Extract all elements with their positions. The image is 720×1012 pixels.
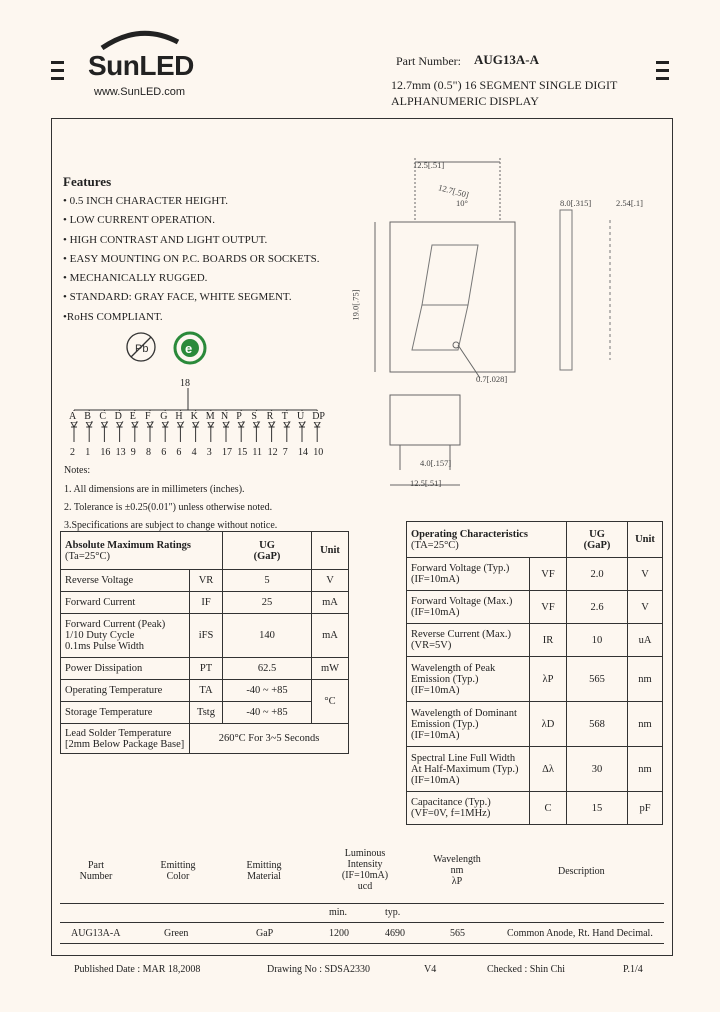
pin-label: 4 — [191, 447, 197, 458]
segment-label: C — [99, 411, 107, 422]
note-item: 1. All dimensions are in millimeters (inches). — [64, 484, 245, 495]
notes-title: Notes: — [64, 465, 91, 476]
segment-label: B — [84, 411, 91, 422]
note-item: 2. Tolerance is ±0.25(0.01") unless otherwise noted. — [64, 502, 273, 513]
table-row: Wavelength of Dominant Emission (Typ.) (IF=10mA) λD 568 nm — [407, 702, 663, 747]
sel-wl: 565 — [450, 928, 465, 939]
table-row: Forward Voltage (Typ.) (IF=10mA) VF 2.0 V — [407, 558, 663, 591]
segment-label: F — [145, 411, 151, 422]
table-row: Power Dissipation PT 62.5 mW — [61, 658, 349, 680]
dim-dp-dia: 0.7[.028] — [476, 374, 508, 384]
table-row: Operating Temperature TA -40 ~ +85 °C — [61, 680, 349, 702]
divider — [60, 943, 664, 944]
segment-label: P — [236, 411, 242, 422]
op-char-table: Operating Characteristics (TA=25°C) UG (GaP) Unit Forward Voltage (Typ.) (IF=10mA) VF 2.0 V Forward Voltage (Max.) (IF=10mA) VF 2.6 V Reverse Current (Max.) (VR=5V) IR 10 uA Wavelength of Peak Emission (Typ.) (IF=10mA) λP 565 nm Wavelength of Dominant Emission (Typ.) (IF=10mA) λD 568 nm Spectral Line Full Width At Half-Maximum (Typ.) (IF=10mA) Δλ 30 nm Capacitance (Typ.) (VF=0V, f=1MHz) C 15 pF — [406, 521, 663, 825]
footer-drawing: Drawing No : SDSA2330 — [267, 964, 371, 975]
sel-typ: 4690 — [385, 928, 405, 939]
description-line1: 12.7mm (0.5") 16 SEGMENT SINGLE DIGIT — [391, 78, 618, 92]
pin-label: 7 — [282, 447, 288, 458]
segment-label: E — [129, 411, 136, 422]
features-title: Features — [63, 174, 112, 189]
pin-label: 3 — [206, 447, 212, 458]
pin-label: 17 — [222, 447, 232, 458]
sel-min-label: min. — [329, 907, 348, 918]
footer-page: P.1/4 — [623, 964, 643, 975]
dim-height-total: 19.0[.75] — [350, 289, 361, 321]
segment-label: N — [221, 411, 229, 422]
table-row: Spectral Line Full Width At Half-Maximum (Typ.) (IF=10mA) Δλ 30 nm — [407, 747, 663, 792]
table-row: Forward Current (Peak) 1/10 Duty Cycle 0.1ms Pulse Width iFS 140 mA — [61, 614, 349, 658]
pin-label: 13 — [115, 447, 126, 458]
segment-label: DP — [312, 411, 325, 422]
divider — [60, 922, 664, 923]
pin-label: 12 — [267, 447, 278, 458]
sel-head-color: Emitting Color — [160, 860, 196, 882]
segment-label: S — [251, 411, 257, 422]
pin-label: 8 — [146, 447, 151, 458]
sel-color: Green — [164, 928, 189, 939]
dim-top-width: 12.5[.51] — [413, 160, 445, 170]
sel-material: GaP — [256, 928, 274, 939]
part-number-label: Part Number: — [396, 54, 461, 68]
feature-item: • 0.5 INCH CHARACTER HEIGHT. — [63, 195, 228, 207]
feature-item: • STANDARD: GRAY FACE, WHITE SEGMENT. — [63, 291, 292, 304]
feature-item: •RoHS COMPLIANT. — [63, 310, 163, 323]
pin-label: 6 — [176, 447, 182, 458]
segment-label: T — [281, 411, 288, 422]
corner-mark-left — [51, 61, 64, 85]
segment-label: G — [160, 411, 168, 422]
note-item: 3.Specifications are subject to change without notice. — [64, 520, 278, 531]
feature-item: • LOW CURRENT OPERATION. — [63, 214, 215, 227]
sel-typ-label: typ. — [385, 907, 401, 918]
segment-label: M — [205, 411, 215, 422]
pin-label: 9 — [130, 447, 136, 458]
table-row: Reverse Current (Max.) (VR=5V) IR 10 uA — [407, 624, 663, 657]
dim-pin-pitch: 2.54[.1] — [616, 198, 643, 208]
sel-min: 1200 — [329, 928, 349, 939]
footer-published: Published Date : MAR 18,2008 — [74, 964, 201, 975]
common-pin-label: 18 — [180, 378, 190, 389]
pin-label: 2 — [70, 447, 75, 458]
pin-label: 14 — [298, 447, 308, 458]
pin-label: 15 — [237, 447, 248, 458]
sel-head-wavelength: Wavelength nm λP — [433, 854, 481, 887]
rohs-e-icon — [172, 330, 208, 366]
table-row: Storage Temperature Tstg -40 ~ +85 — [61, 702, 349, 724]
pin-label: 10 — [313, 447, 324, 458]
svg-text:Pb: Pb — [135, 343, 149, 355]
pb-free-icon — [124, 330, 158, 364]
table-row: Forward Voltage (Max.) (IF=10mA) VF 2.6 V — [407, 591, 663, 624]
features-list — [63, 195, 319, 330]
segment-label: R — [266, 411, 274, 422]
segment-label: U — [297, 411, 305, 422]
segment-label: D — [114, 411, 122, 422]
sel-desc: Common Anode, Rt. Hand Decimal. — [507, 928, 653, 939]
table-row: Forward Current IF 25 mA — [61, 592, 349, 614]
pin-label: 16 — [100, 447, 111, 458]
footer-version: V4 — [424, 964, 437, 975]
abs-max-table: Absolute Maximum Ratings (Ta=25°C) UG (GaP) Unit Reverse Voltage VR 5 V Forward Current IF 25 mA Forward Current (Peak) 1/10 Duty Cycle 0.1ms Pulse Width iFS 140 mA Power Dissipation PT 62.5 mW Operating Temperature TA -40 ~ +85 °C Storage Temperature Tstg -40 ~ +85 Lead Solder Temperature [2mm Below Package Base] 260°C For 3~5 Seconds — [60, 531, 349, 754]
footer-checked: Checked : Shin Chi — [487, 964, 566, 975]
table-row: Wavelength of Peak Emission (Typ.) (IF=10mA) λP 565 nm — [407, 657, 663, 702]
dim-side-depth: 8.0[.315] — [560, 198, 592, 208]
brand-logo: SunLED — [88, 50, 194, 81]
dim-bottom-pin: 4.0[.157] — [420, 458, 452, 468]
feature-item: • HIGH CONTRAST AND LIGHT OUTPUT. — [63, 233, 268, 246]
dim-char-height: 12.7[.50] — [437, 182, 470, 200]
table-row: Reverse Voltage VR 5 V — [61, 570, 349, 592]
sel-head-material: Emitting Material — [246, 860, 282, 882]
logo-arc-icon — [100, 28, 180, 50]
corner-mark-right — [656, 61, 669, 85]
feature-item: • MECHANICALLY RUGGED. — [63, 272, 208, 285]
segment-label: A — [69, 411, 77, 422]
table-row: Capacitance (Typ.) (VF=0V, f=1MHz) C 15 pF — [407, 792, 663, 825]
part-number: AUG13A-A — [474, 52, 539, 67]
sel-head-description: Description — [558, 866, 605, 877]
brand-url[interactable]: www.SunLED.com — [94, 86, 186, 98]
pin-label: 11 — [252, 447, 263, 458]
description-line2: ALPHANUMERIC DISPLAY — [391, 94, 539, 108]
pin-label: 6 — [161, 447, 167, 458]
sel-head-luminous: Luminous Intensity (IF=10mA) ucd — [341, 848, 389, 892]
segment-label: K — [190, 411, 198, 422]
divider — [60, 903, 664, 904]
pin-label: 1 — [85, 447, 91, 458]
sel-head-part: Part Number — [79, 860, 113, 882]
table-row: Lead Solder Temperature [2mm Below Package Base] 260°C For 3~5 Seconds — [61, 724, 349, 754]
feature-item: • EASY MOUNTING ON P.C. BOARDS OR SOCKETS. — [63, 252, 320, 265]
svg-text:e: e — [185, 341, 193, 356]
sel-part: AUG13A-A — [71, 928, 121, 939]
dim-top-angle: 10° — [456, 198, 468, 208]
dim-bottom-width: 12.5[.51] — [410, 478, 442, 488]
segment-label: H — [175, 411, 183, 422]
